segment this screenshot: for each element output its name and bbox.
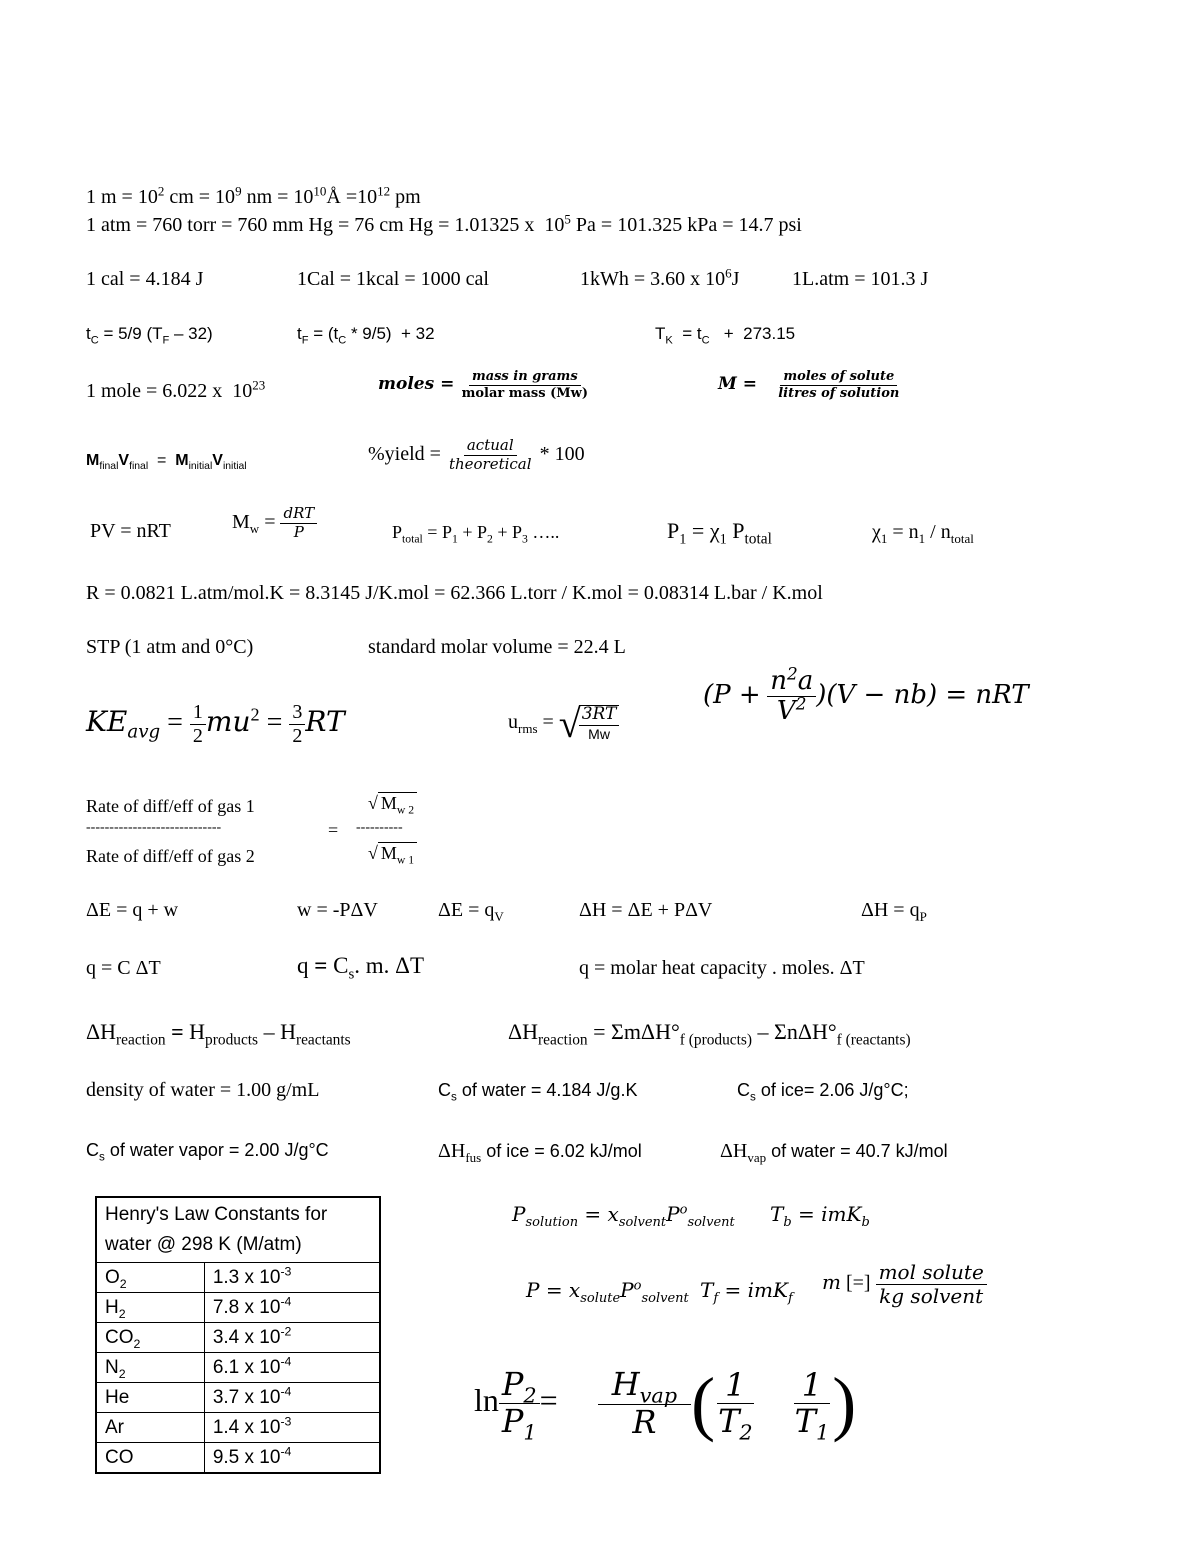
yield-formula bbox=[368, 438, 585, 473]
moles-denominator: molar mass (Mw) bbox=[461, 385, 588, 401]
moles-formula bbox=[378, 370, 591, 400]
graham-denominator-label: Rate of diff/eff of gas 2 bbox=[86, 846, 255, 866]
gas-cell: Ar bbox=[96, 1413, 204, 1443]
value-cell: 3.4 x $10^{-2}$ bbox=[204, 1323, 380, 1353]
kinetic-energy-formula: $KE_{avg}$ = $\frac{1}{2}$ $mu^2$ = $\frac{3}{2}$ RT bbox=[86, 701, 345, 747]
molar-heat-formula: q = molar heat capacity . moles. ΔT bbox=[579, 957, 865, 979]
water-density: density of water = 1.00 g/mL bbox=[86, 1079, 320, 1101]
molarity-formula bbox=[718, 370, 902, 400]
heat-capacity-formula: q = C ΔT bbox=[86, 957, 161, 979]
henry-law-table bbox=[95, 1196, 381, 1474]
table-row bbox=[96, 1443, 380, 1474]
ideal-gas-law: PV = nRT bbox=[90, 520, 171, 542]
molarity-numerator: moles of solute bbox=[780, 370, 897, 386]
gas-constant: R = 0.0821 L.atm/mol.K = 8.3145 J/K.mol = 62.366 L.torr / K.mol = 0.08314 L.bar / K.mol bbox=[86, 582, 823, 604]
work-formula: w = -PΔV bbox=[297, 899, 378, 921]
graham-sqrt-mw1: √ $M_{w 1}$ bbox=[368, 842, 417, 864]
gas-cell: $N_2$ bbox=[96, 1353, 204, 1383]
gas-cell: $O_2$ bbox=[96, 1263, 204, 1293]
celsius-formula: $t_C = 5/9$ $(T_F - 32)$ bbox=[86, 324, 213, 347]
pressure-conversion: 1 atm = 760 torr = 760 mm Hg = 76 cm Hg = 1.01325 x $10^5$ Pa = 101.325 kPa = 14.7 psi bbox=[86, 211, 802, 236]
freezing-point-depression: $T_f = imK_f$ bbox=[700, 1278, 793, 1306]
kcal-conversion: 1Cal = 1kcal = 1000 cal bbox=[297, 268, 489, 290]
table-row bbox=[96, 1293, 380, 1323]
internal-energy-qv: $\Delta E = q_V$ bbox=[438, 899, 504, 924]
yield-numerator: actual bbox=[464, 438, 517, 456]
vapor-pressure-lowering: $P = x_{solute}P^o_{solvent}$ bbox=[526, 1278, 689, 1306]
value-cell: 7.8 x $10^{-4}$ bbox=[204, 1293, 380, 1323]
latm-conversion: 1L.atm = 101.3 J bbox=[792, 268, 929, 290]
table-row bbox=[96, 1353, 380, 1383]
graham-equals: = bbox=[328, 820, 339, 840]
avogadro: 1 mole = 6.022 x $10^{23}$ bbox=[86, 377, 266, 402]
value-cell: 1.4 x $10^{-3}$ bbox=[204, 1413, 380, 1443]
kelvin-formula: $T_K = t_C + 273.15$ bbox=[655, 324, 796, 347]
moles-numerator: mass in grams bbox=[469, 370, 581, 386]
kwh-conversion: 1kWh = 3.60 x $10^6J$ bbox=[580, 265, 740, 290]
rms-speed-formula: $u_{rms}$ = √ $\frac{3RT}{Mw}$ bbox=[508, 700, 619, 747]
graham-numerator-label: Rate of diff/eff of gas 1 bbox=[86, 796, 255, 816]
first-law: ΔE = q + w bbox=[86, 899, 179, 921]
value-cell: 1.3 x $10^{-3}$ bbox=[204, 1263, 380, 1293]
value-cell: 6.1 x $10^{-4}$ bbox=[204, 1353, 380, 1383]
molarity-denominator: litres of solution bbox=[778, 385, 900, 401]
henry-table-title: Henry's Law Constants for water @ 298 K (M/atm) bbox=[96, 1197, 380, 1263]
clausius-clapeyron: ln $\frac{P_2}{P_1}$ = $\frac{H_{vap}}{R}$ ( $\frac{1}{T_2}$ $\frac{1}{T_1}$ ) bbox=[474, 1363, 857, 1445]
table-row bbox=[96, 1323, 380, 1353]
table-row bbox=[96, 1263, 380, 1293]
value-cell: 3.7 x $10^{-4}$ bbox=[204, 1383, 380, 1413]
enthalpy-qp: $\Delta H = q_P$ bbox=[861, 899, 927, 924]
vaporization-enthalpy: $\Delta H_{vap}$ of water = 40.7 kJ/mol bbox=[720, 1140, 948, 1165]
yield-denominator: theoretical bbox=[448, 454, 532, 473]
partial-pressure: $P_1 = \chi_1$ $P_{total}$ bbox=[667, 518, 772, 548]
mole-fraction: $\chi_1 = n_1 / n_{total}$ bbox=[872, 521, 974, 546]
length-conversion: 1 $m = 10^2$ cm = $10^9$ nm = $10^{10}Å =10^{12}$ pm bbox=[86, 183, 421, 208]
table-row bbox=[96, 1383, 380, 1413]
reaction-enthalpy-1: $\Delta H_{reaction} = H_{products} - H_{reactants}$ bbox=[86, 1019, 351, 1049]
molar-mass-formula: $M_w$ = $\frac{\text{dRT}}{P}$ bbox=[232, 506, 317, 541]
reaction-enthalpy-2: $\Delta H_{reaction} = \Sigma m\Delta H^\circ_{f (products)} - \Sigma n\Delta H^\circ_{f (reactants)}$ bbox=[508, 1019, 911, 1049]
gas-cell: He bbox=[96, 1383, 204, 1413]
van-der-waals-equation: (P + $\frac{n^2a}{V^2}$ )(V − nb) = nRT bbox=[703, 663, 1029, 727]
graham-dashes: ----------------------------- bbox=[86, 820, 222, 835]
total-pressure: $P_{total} = P_1 + P_2 + P_3$ ….. bbox=[392, 522, 560, 546]
cal-conversion: 1 cal = 4.184 J bbox=[86, 268, 204, 290]
molality-definition: m [=] $\frac{\text{mol solute}}{\text{kg solvent}}$ bbox=[822, 1262, 987, 1307]
raoult-law: $P_{solution} = x_{solvent}P^o_{solvent}$ bbox=[512, 1202, 735, 1230]
table-row bbox=[96, 1413, 380, 1443]
stp: STP (1 atm and 0°C) bbox=[86, 636, 254, 658]
cs-water: $C_s$ of water = 4.184 J/g.K bbox=[438, 1080, 638, 1104]
fusion-enthalpy: $\Delta H_{fus}$ of ice = 6.02 kJ/mol bbox=[438, 1140, 642, 1165]
mw-denominator: P bbox=[293, 522, 304, 541]
mw-numerator: dRT bbox=[280, 506, 317, 524]
graham-sqrt-mw2: √ $M_{w 2}$ bbox=[368, 792, 417, 814]
cs-ice: $C_s$ of ice= 2.06 J/g°C; bbox=[737, 1080, 909, 1104]
moles-lhs: moles = bbox=[378, 374, 455, 395]
graham-dashes-right: ---------- bbox=[356, 820, 403, 835]
specific-heat-formula: $q = C_s$. m. ΔT bbox=[297, 953, 425, 983]
gas-cell: CO bbox=[96, 1443, 204, 1474]
gas-cell: $H_2$ bbox=[96, 1293, 204, 1323]
cs-vapor: $C_s$ of water vapor = 2.00 J/g°C bbox=[86, 1140, 329, 1164]
enthalpy-formula: ΔH = ΔE + PΔV bbox=[579, 899, 713, 921]
value-cell: 9.5 x $10^{-4}$ bbox=[204, 1443, 380, 1474]
standard-molar-volume: standard molar volume = 22.4 L bbox=[368, 636, 626, 658]
boiling-point-elevation: $T_b = imK_b$ bbox=[770, 1202, 870, 1230]
yield-lhs: %yield = bbox=[368, 442, 441, 465]
dilution-formula: $M_{final}V_{final} = M_{initial}V_{initial}$ bbox=[86, 452, 247, 473]
yield-multiplier: * 100 bbox=[539, 442, 585, 465]
gas-cell: $CO_2$ bbox=[96, 1323, 204, 1353]
molarity-lhs: M = bbox=[718, 374, 757, 395]
fahrenheit-formula: $t_F = (t_C * 9/5) + 32$ bbox=[297, 324, 435, 347]
